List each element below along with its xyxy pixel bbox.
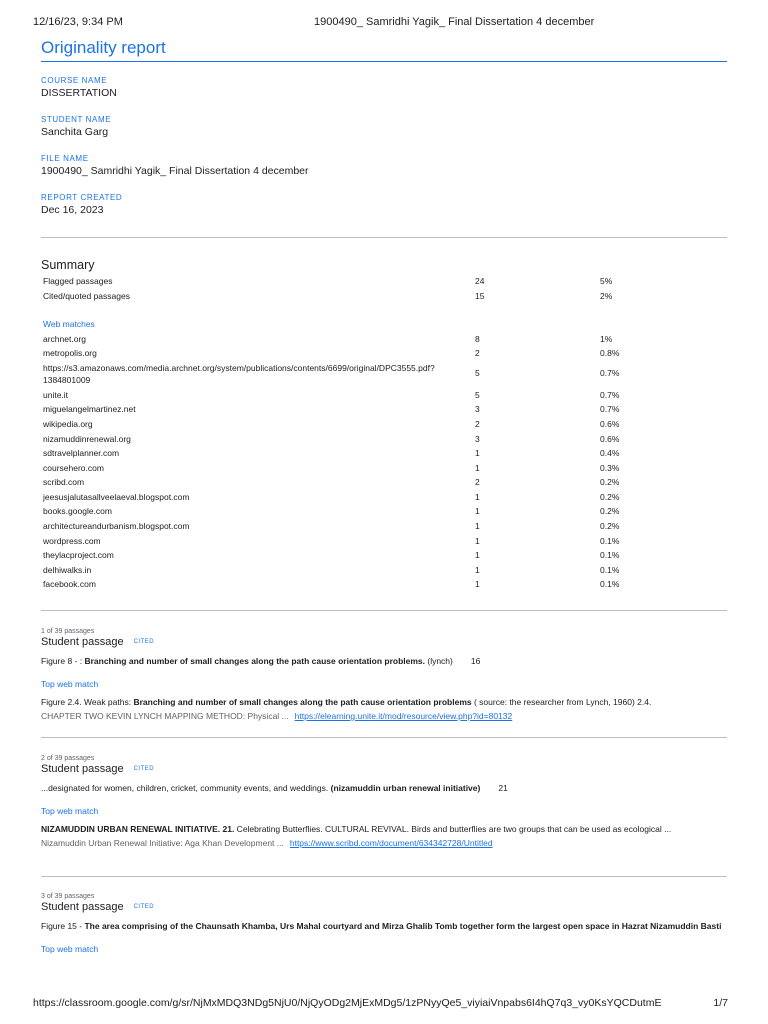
report-title: Originality report (41, 38, 166, 57)
web-match-count: 5 (475, 368, 480, 378)
match-text-highlight: Branching and number of small changes along the path cause orientation problems (133, 697, 472, 707)
web-match-domain: unite.it (43, 390, 69, 400)
summary-row-flagged (43, 276, 683, 288)
match-text-post: Celebrating Butterflies. CULTURAL REVIVAL. Birds and butterflies are two groups that can be used as ecological ... (234, 824, 672, 834)
summary-row-percent: 5% (600, 276, 613, 286)
summary-row-label: Flagged passages (43, 276, 113, 286)
web-match-percent: 0.2% (600, 477, 620, 487)
summary-row-cited (43, 291, 683, 303)
passage-3 (41, 893, 731, 954)
footer-url: https://classroom.google.com/g/sr/NjMxMDQ3NDg5NjU0/NjQyODg2MjExMDg5/1zPNyyQe5_viyiaiVnpabs6I4hQ7q3_vy0KsYQCDutmE (33, 997, 662, 1009)
passage-counter: 1 of 39 passages (41, 628, 95, 635)
web-match-count: 8 (475, 334, 480, 344)
match-text-highlight: NIZAMUDDIN URBAN RENEWAL INITIATIVE. 21. (41, 824, 235, 834)
web-match-row (43, 334, 683, 346)
web-match-url-line-2: 1384801009 (43, 375, 91, 385)
summary-row-percent: 2% (600, 291, 613, 301)
passage-text-highlight: (nizamuddin urban renewal initiative) (330, 783, 481, 793)
section-divider (41, 876, 727, 877)
web-match-row (43, 463, 683, 475)
web-match-count: 1 (475, 448, 480, 458)
web-match-domain: architectureandurbanism.blogspot.com (43, 521, 190, 531)
file-name-field (41, 154, 309, 177)
web-match-count: 2 (475, 348, 480, 358)
match-source-title: CHAPTER TWO KEVIN LYNCH MAPPING METHOD: Physical ... (41, 711, 289, 721)
web-match-percent: 0.1% (600, 536, 620, 546)
web-match-percent: 0.1% (600, 565, 620, 575)
match-source-link[interactable]: https://www.scribd.com/document/634342728/Untitled (289, 838, 493, 848)
section-divider (41, 237, 727, 238)
web-match-domain: facebook.com (43, 579, 96, 589)
web-match-count: 2 (475, 477, 480, 487)
web-match-domain: scribd.com (43, 477, 85, 487)
match-source-link[interactable]: https://elearning.unite.it/mod/resource/view.php?id=80132 (294, 711, 513, 721)
web-match-count: 1 (475, 565, 480, 575)
print-datetime: 12/16/23, 9:34 PM (33, 16, 123, 28)
web-match-domain: jeesusjalutasallveelaeval.blogspot.com (43, 492, 190, 502)
passage-heading-text: Student passage (41, 901, 124, 913)
web-match-row (43, 506, 683, 518)
passage-text (41, 655, 731, 667)
passage-heading (41, 763, 731, 775)
student-name-field (41, 115, 111, 138)
web-match-percent: 1% (600, 334, 613, 344)
web-match-domain: metropolis.org (43, 348, 97, 358)
web-match-percent: 0.4% (600, 448, 620, 458)
passage-counter: 3 of 39 passages (41, 893, 95, 900)
passage-text-highlight: The area comprising of the Chaunsath Khamba, Urs Mahal courtyard and Mirza Ghalib Tomb together form the largest open space in Hazrat Nizamuddin Basti (84, 921, 722, 931)
web-match-row (43, 419, 683, 431)
web-match-text (41, 823, 731, 836)
web-match-row (43, 477, 683, 489)
match-text-post: ( source: the researcher from Lynch, 1960) 2.4. (471, 697, 652, 707)
web-match-url-line-1: https://s3.amazonaws.com/media.archnet.org/system/publications/contents/6699/original/DPC3555.pdf? (43, 363, 435, 373)
passage-text-post: (lynch) (425, 656, 453, 666)
passage-1 (41, 628, 731, 723)
web-match-domain: archnet.org (43, 334, 86, 344)
top-web-match-label: Top web match (41, 944, 99, 954)
web-match-domain: wordpress.com (43, 536, 101, 546)
web-match-percent: 0.6% (600, 419, 620, 429)
passage-text-pre: ...designated for women, children, cricket, community events, and weddings. (41, 783, 331, 793)
web-matches-label: Web matches (43, 319, 95, 329)
web-match-domain: nizamuddinrenewal.org (43, 434, 131, 444)
web-match-row (43, 550, 683, 562)
student-name-label: STUDENT NAME (41, 115, 112, 124)
web-match-count: 3 (475, 404, 480, 414)
web-match-count: 1 (475, 536, 480, 546)
student-name-value: Sanchita Garg (41, 126, 109, 138)
web-match-percent: 0.7% (600, 404, 620, 414)
passage-page-number: 21 (498, 783, 508, 793)
passage-text (41, 782, 731, 794)
web-match-count: 1 (475, 492, 480, 502)
match-source-title: Nizamuddin Urban Renewal Initiative: Aga Khan Development ... (41, 838, 284, 848)
web-match-count: 1 (475, 463, 480, 473)
web-match-row (43, 362, 683, 388)
web-match-domain: theylacproject.com (43, 550, 114, 560)
report-created-field (41, 193, 122, 216)
web-match-row (43, 434, 683, 446)
web-match-text (41, 696, 731, 709)
print-doc-title: 1900490_ Samridhi Yagik_ Final Dissertation 4 december (314, 16, 595, 28)
web-match-domain: sdtravelplanner.com (43, 448, 120, 458)
passage-text-highlight: Branching and number of small changes along the path cause orientation problems. (84, 656, 425, 666)
web-match-percent: 0.1% (600, 579, 620, 589)
passage-2 (41, 755, 731, 850)
top-web-match-label: Top web match (41, 806, 99, 816)
web-match-count: 1 (475, 521, 480, 531)
web-match-row (43, 348, 683, 360)
passage-heading-text: Student passage (41, 636, 124, 648)
web-match-domain: books.google.com (43, 506, 112, 516)
web-match-percent: 0.3% (600, 463, 620, 473)
passage-counter: 2 of 39 passages (41, 755, 95, 762)
passage-page-number: 16 (470, 656, 481, 666)
file-name-label: FILE NAME (41, 154, 89, 163)
passage-heading-text: Student passage (41, 763, 124, 775)
web-match-percent: 0.1% (600, 550, 620, 560)
title-divider (41, 61, 727, 62)
web-match-percent: 0.7% (600, 390, 620, 400)
course-name-label: COURSE NAME (41, 76, 108, 85)
match-source (41, 837, 731, 850)
web-match-domain: miguelangelmartinez.net (43, 404, 136, 414)
top-web-match-label: Top web match (41, 679, 99, 689)
passage-text-pre: Figure 8 - : (41, 656, 85, 666)
web-match-row (43, 521, 683, 533)
web-match-count: 3 (475, 434, 480, 444)
match-source (41, 710, 731, 723)
passage-text (41, 920, 731, 932)
summary-row-label: Cited/quoted passages (43, 291, 130, 301)
web-match-percent: 0.2% (600, 506, 620, 516)
summary-row-count: 24 (475, 276, 485, 286)
cited-badge: CITED (133, 904, 155, 910)
passage-text-pre: Figure 15 - (41, 921, 85, 931)
web-match-count: 2 (475, 419, 480, 429)
summary-row-count: 15 (475, 291, 485, 301)
passage-heading (41, 901, 731, 913)
web-match-row (43, 492, 683, 504)
web-match-domain: wikipedia.org (43, 419, 93, 429)
section-divider (41, 610, 727, 611)
web-match-count: 5 (475, 390, 480, 400)
footer-page-number: 1/7 (713, 997, 728, 1009)
web-match-row (43, 390, 683, 402)
web-match-count: 1 (475, 579, 480, 589)
web-match-percent: 0.6% (600, 434, 620, 444)
web-match-count: 1 (475, 550, 480, 560)
web-match-row (43, 536, 683, 548)
summary-title: Summary (41, 258, 95, 272)
course-name-value: DISSERTATION (41, 87, 117, 99)
web-match-row (43, 404, 683, 416)
report-created-label: REPORT CREATED (41, 193, 123, 202)
web-match-domain: delhiwalks.in (43, 565, 92, 575)
web-match-row (43, 565, 683, 577)
file-name-value: 1900490_ Samridhi Yagik_ Final Dissertation 4 december (41, 165, 309, 177)
web-match-percent: 0.2% (600, 492, 620, 502)
section-divider (41, 737, 727, 738)
web-match-domain (43, 362, 435, 386)
cited-badge: CITED (133, 766, 155, 772)
web-match-percent: 0.2% (600, 521, 620, 531)
course-name-field (41, 76, 117, 99)
cited-badge: CITED (133, 639, 155, 645)
web-match-percent: 0.8% (600, 348, 620, 358)
report-created-value: Dec 16, 2023 (41, 204, 104, 216)
web-match-count: 1 (475, 506, 480, 516)
passage-heading (41, 636, 731, 648)
match-text-pre: Figure 2.4. Weak paths: (41, 697, 134, 707)
web-match-percent: 0.7% (600, 368, 620, 378)
web-match-row (43, 448, 683, 460)
web-match-domain: coursehero.com (43, 463, 104, 473)
web-match-row (43, 579, 683, 591)
